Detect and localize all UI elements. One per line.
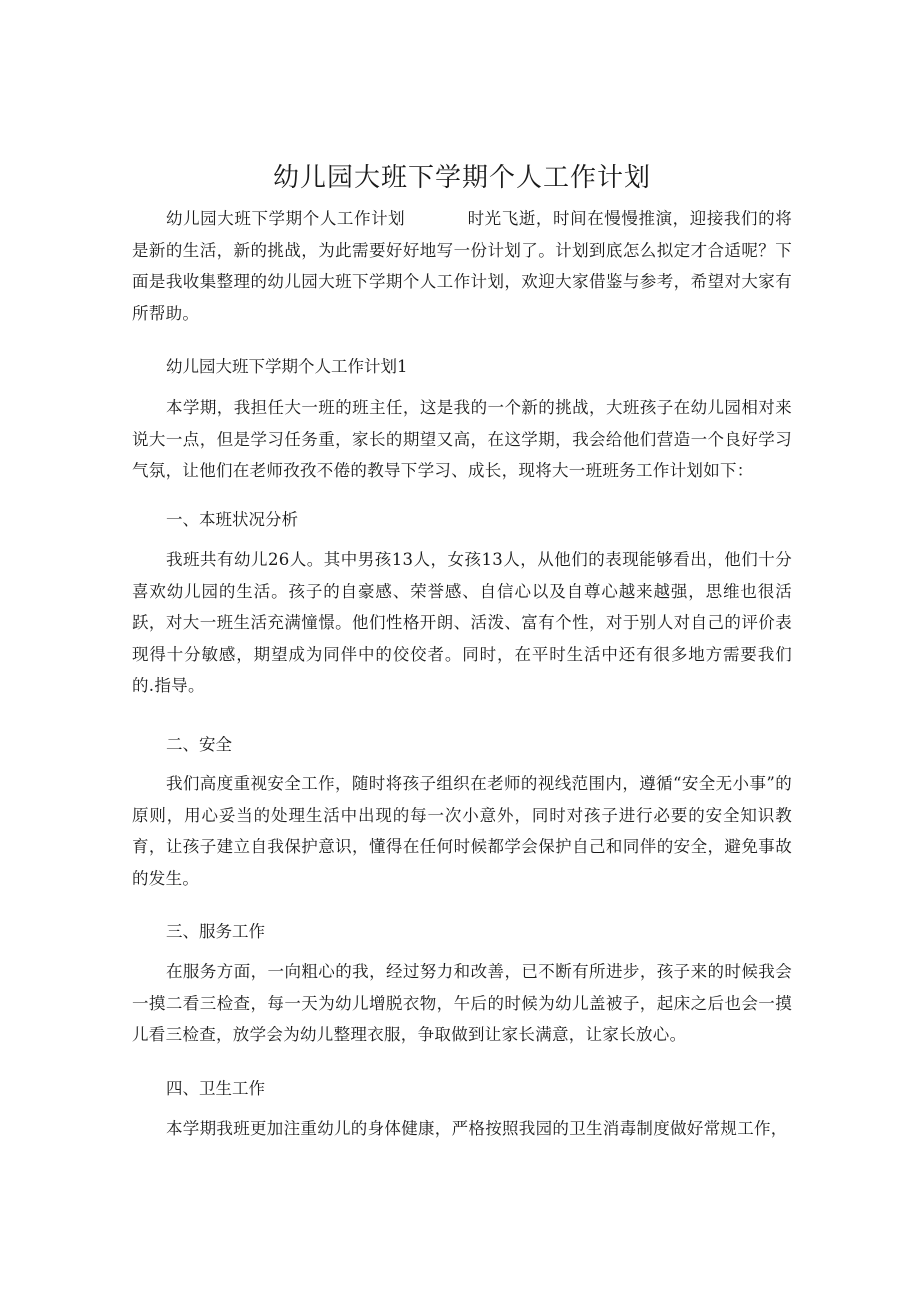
section-body-2: 我们高度重视安全工作，随时将孩子组织在老师的视线范围内，遵循“安全无小事”的原则，用心妥当的处理生活中出现的每一次小意外，同时对孩子进行必要的安全知识教育，让孩子建立自我保护意识，懂得在任何时候都学会保护自己和同伴的安全，避免事故的发生。 [132,774,792,888]
section-body-4: 本学期我班更加注重幼儿的身体健康，严格按照我园的卫生消毒制度做好常规工作， [166,1119,788,1138]
intro-paragraph [132,203,792,329]
opening-paragraph: 本学期，我担任大一班的班主任，这是我的一个新的挑战，大班孩子在幼儿园相对来说大一点，但是学习任务重，家长的期望又高，在这学期，我会给他们营造一个良好学习气氛，让他们在老师孜孜不倦的教导下学习、成长，现将大一班班务工作计划如下： [132,398,792,480]
intro-lead: 幼儿园大班下学期个人工作计划 [166,209,406,228]
document-title: 幼儿园大班下学期个人工作计划 [272,163,651,193]
section-heading-2: 二、安全 [166,735,232,754]
intro-text: 时光飞逝，时间在慢慢推演，迎接我们的将是新的生活，新的挑战，为此需要好好地写一份计划了。计划到底怎么拟定才合适呢？下面是我收集整理的幼儿园大班下学期个人工作计划，欢迎大家借鉴与参考，希望对大家有所帮助。 [132,209,793,323]
section-heading-3: 三、服务工作 [166,922,265,941]
section-body-3: 在服务方面，一向粗心的我，经过努力和改善，已不断有所进步，孩子来的时候我会一摸二看三检查，每一天为幼儿增脱衣物，午后的时候为幼儿盖被子，起床之后也会一摸儿看三检查，放学会为幼儿整理衣服，争取做到让家长满意，让家长放心。 [132,962,792,1044]
section-heading-1: 一、本班状况分析 [166,510,298,529]
section-body-1: 我班共有幼儿26人。其中男孩13人，女孩13人，从他们的表现能够看出，他们十分喜欢幼儿园的生活。孩子的自豪感、荣誉感、自信心以及自尊心越来越强，思维也很活跃，对大一班生活充满憧憬。他们性格开朗、活泼、富有个性，对于别人对自己的评价表现得十分敏感，期望成为同伴中的佼佼者。同时，在平时生活中还有很多地方需要我们的.指导。 [132,550,792,695]
section-heading-4: 四、卫生工作 [166,1079,265,1098]
section-title: 幼儿园大班下学期个人工作计划1 [166,357,408,376]
